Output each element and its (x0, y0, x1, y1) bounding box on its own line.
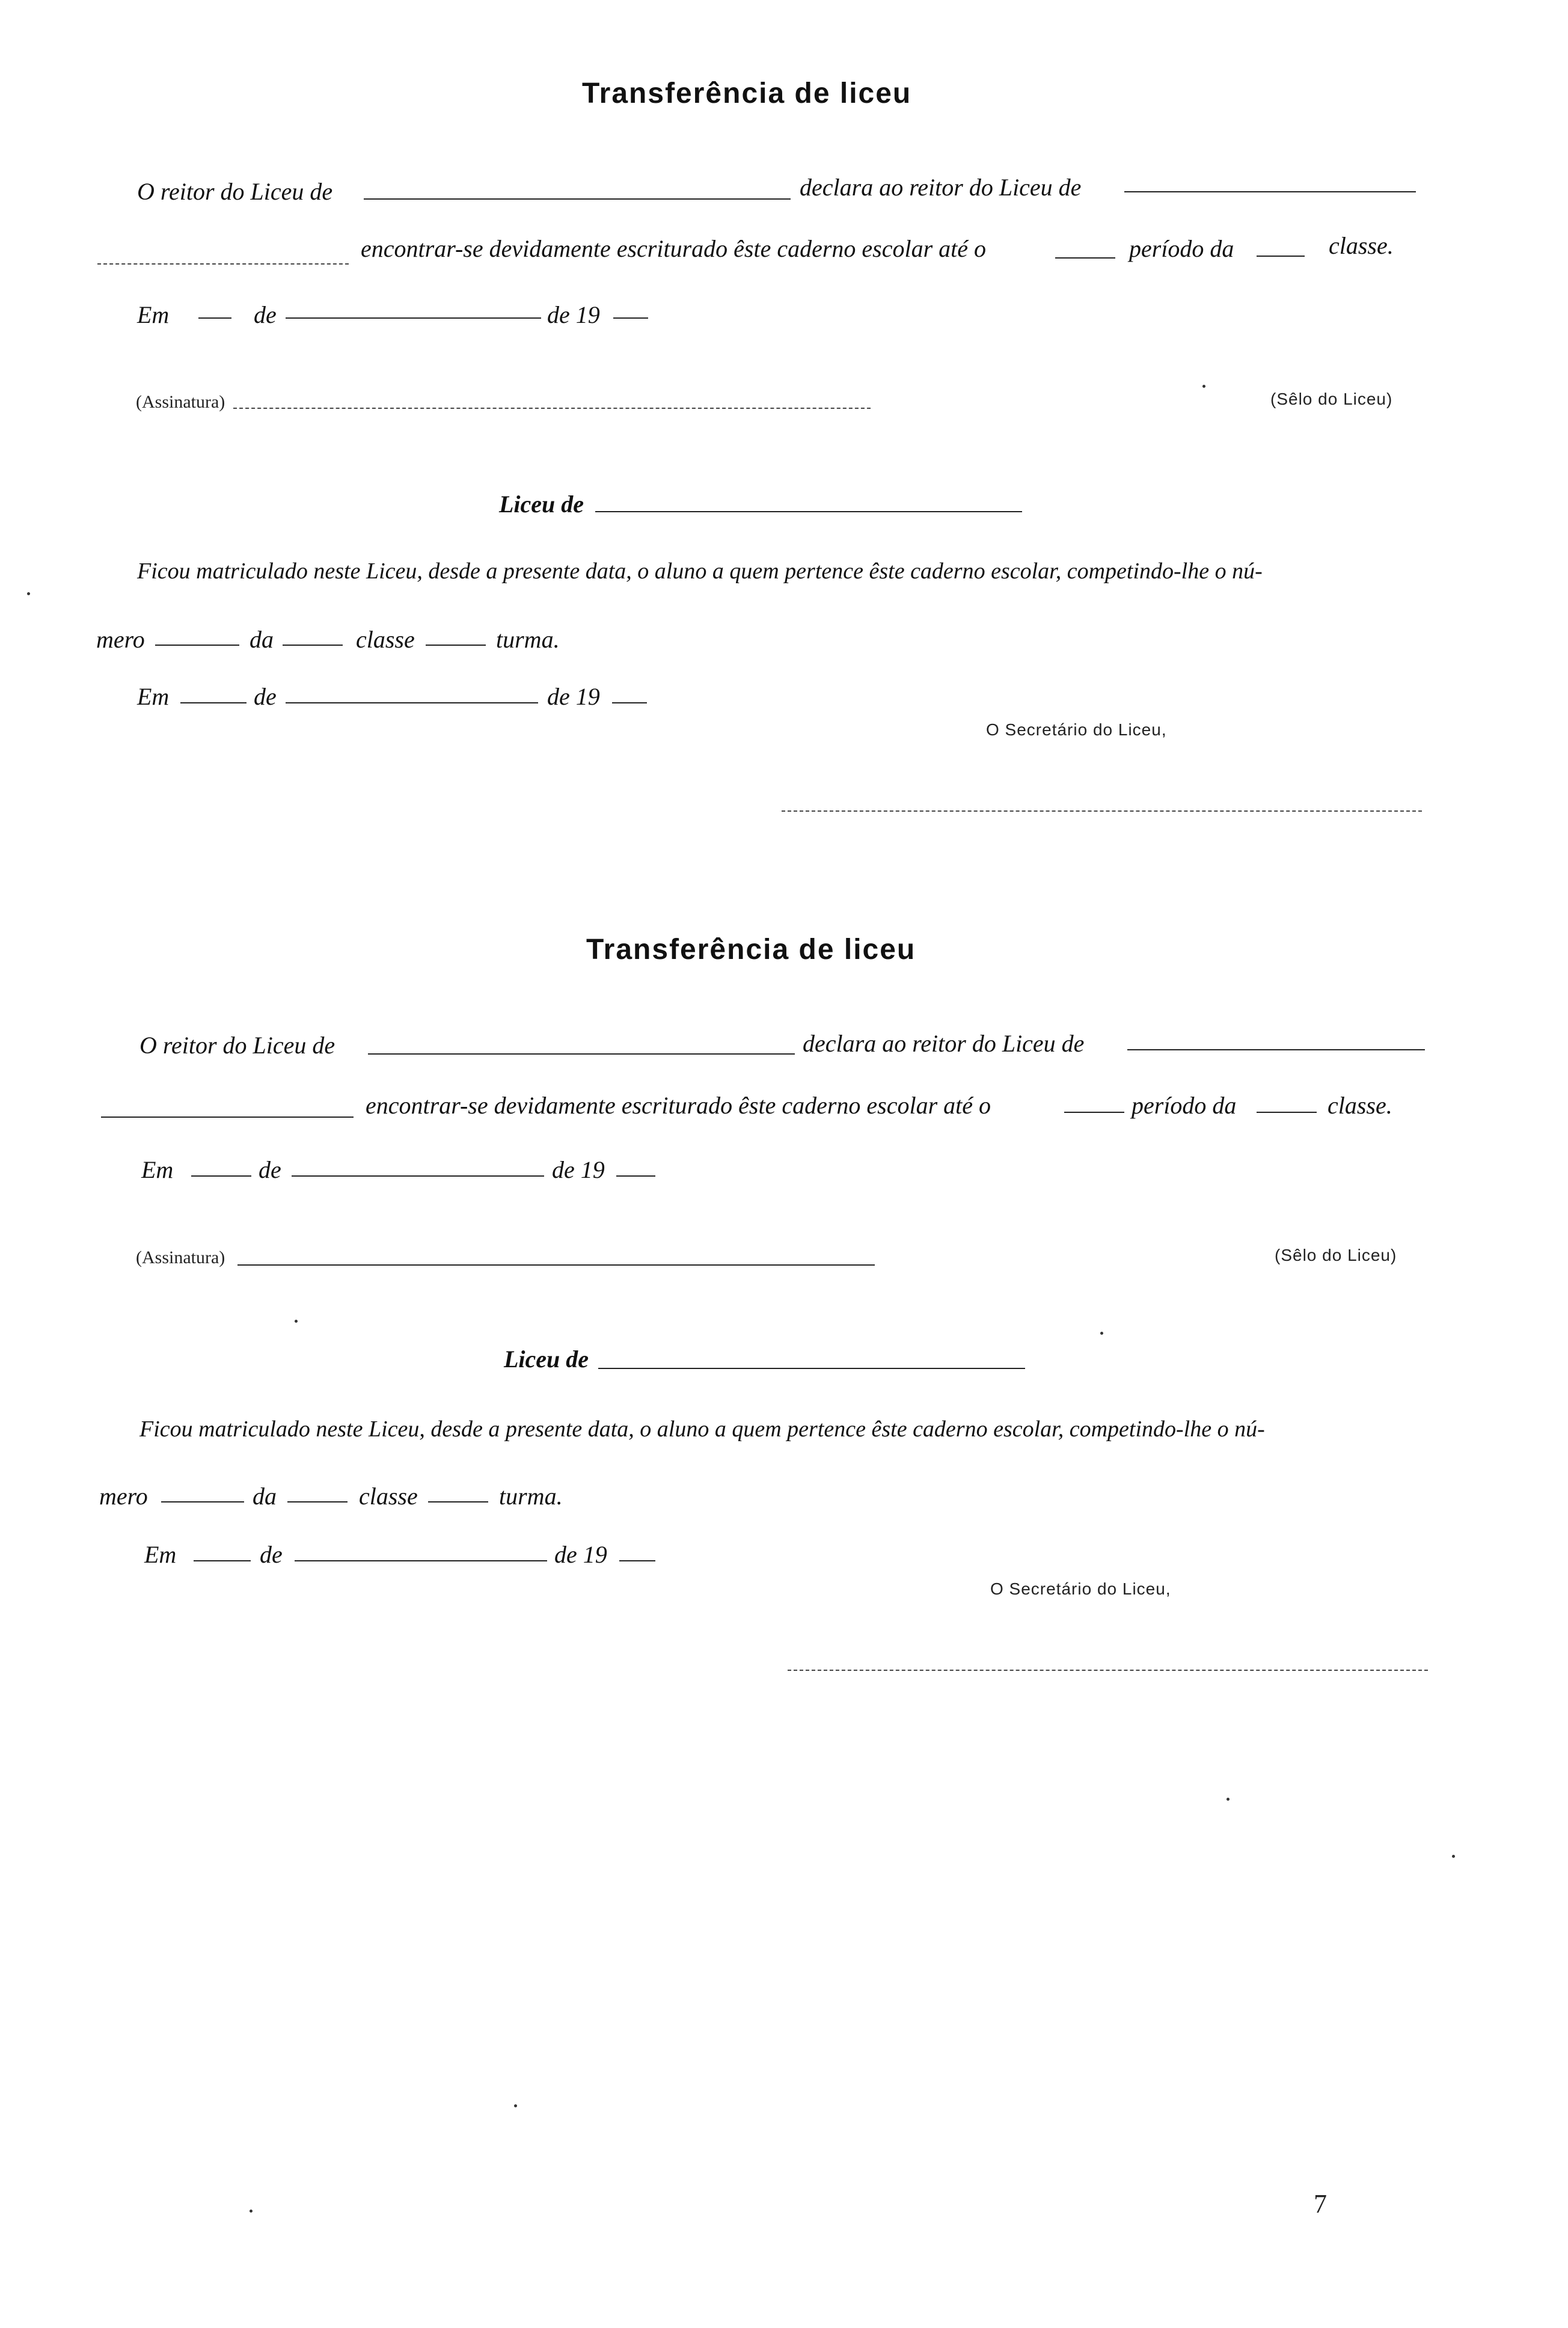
date2-de: de (260, 1541, 283, 1568)
enrollment-turma-field[interactable] (426, 645, 486, 646)
destination-liceu-field[interactable] (1127, 1049, 1425, 1050)
date2-de: de (254, 683, 277, 710)
enrollment-turma: turma. (499, 1483, 563, 1510)
liceu-name-field[interactable] (595, 511, 1022, 512)
date2-year-prefix: de 19 (554, 1541, 607, 1568)
signature-field[interactable] (237, 1264, 875, 1266)
enrollment-classe: classe (359, 1483, 418, 1510)
date-year-field[interactable] (616, 1175, 655, 1177)
declaration-text-declara: declara ao reitor do Liceu de (803, 1030, 1085, 1057)
enrollment-text: Ficou matriculado neste Liceu, desde a presente data, o aluno a quem pertence êste caderno escolar, competindo-lhe o nú- (139, 1417, 1265, 1442)
date2-month-field[interactable] (295, 1560, 547, 1561)
enrollment-classe: classe (356, 626, 415, 653)
destination-liceu-field-continued[interactable] (97, 263, 349, 265)
date2-day-field[interactable] (180, 702, 247, 703)
declaration-text-reitor: O reitor do Liceu de (137, 178, 333, 205)
date-day-field[interactable] (198, 317, 231, 319)
enrollment-da: da (253, 1483, 277, 1510)
scan-speck (1227, 1798, 1230, 1801)
section-title: Transferência de liceu (582, 78, 912, 109)
date2-em: Em (144, 1541, 177, 1568)
enrollment-class-field[interactable] (287, 1501, 348, 1502)
date-day-field[interactable] (191, 1175, 251, 1177)
scan-speck (295, 1320, 298, 1323)
liceu-name-field[interactable] (598, 1368, 1025, 1369)
date2-year-field[interactable] (619, 1560, 655, 1561)
destination-liceu-field[interactable] (1124, 191, 1416, 192)
enrollment-class-field[interactable] (283, 645, 343, 646)
declaration-text-classe: classe. (1328, 1092, 1392, 1119)
secretary-signature-field[interactable] (788, 1670, 1428, 1671)
section-title: Transferência de liceu (586, 934, 916, 966)
class-field[interactable] (1257, 1112, 1317, 1113)
date-month-field[interactable] (292, 1175, 544, 1177)
declaration-text-reitor: O reitor do Liceu de (139, 1032, 335, 1059)
declaration-text-periodo: período da (1132, 1092, 1237, 1119)
signature-field[interactable] (233, 408, 871, 409)
scan-speck (514, 2104, 517, 2107)
date-de: de (259, 1156, 281, 1183)
enrollment-numero: mero (99, 1483, 148, 1510)
class-field[interactable] (1257, 256, 1305, 257)
origin-liceu-field[interactable] (364, 198, 791, 200)
destination-liceu-field-continued[interactable] (101, 1117, 354, 1118)
declaration-text-classe: classe. (1329, 232, 1394, 259)
liceu-heading: Liceu de (499, 491, 584, 518)
enrollment-numero: mero (96, 626, 145, 653)
secretary-label: O Secretário do Liceu, (990, 1579, 1171, 1598)
date2-year-prefix: de 19 (547, 683, 600, 710)
liceu-heading: Liceu de (504, 1346, 589, 1373)
period-field[interactable] (1064, 1112, 1124, 1113)
date-year-field[interactable] (613, 317, 648, 319)
period-field[interactable] (1055, 257, 1115, 259)
signature-label: (Assinatura) (136, 1248, 225, 1267)
enrollment-text: Ficou matriculado neste Liceu, desde a presente data, o aluno a quem pertence êste caderno escolar, competindo-lhe o nú- (137, 559, 1263, 584)
date-month-field[interactable] (286, 317, 541, 319)
signature-label: (Assinatura) (136, 392, 225, 412)
declaration-text-escriturado: encontrar-se devidamente escriturado êste caderno escolar até o (361, 235, 987, 262)
student-number-field[interactable] (155, 645, 239, 646)
date-year-prefix: de 19 (547, 301, 600, 328)
date2-day-field[interactable] (194, 1560, 251, 1561)
enrollment-turma-field[interactable] (428, 1501, 488, 1502)
enrollment-turma: turma. (496, 626, 560, 653)
date-year-prefix: de 19 (552, 1156, 605, 1183)
scan-speck (27, 592, 30, 595)
date2-month-field[interactable] (286, 702, 538, 703)
enrollment-da: da (250, 626, 274, 653)
date2-em: Em (137, 683, 170, 710)
date-em: Em (137, 301, 170, 328)
date2-year-field[interactable] (612, 702, 647, 703)
declaration-text-declara: declara ao reitor do Liceu de (800, 174, 1082, 201)
secretary-label: O Secretário do Liceu, (986, 720, 1167, 739)
scan-speck (1202, 385, 1205, 388)
page-number: 7 (1314, 2189, 1327, 2219)
seal-label: (Sêlo do Liceu) (1270, 390, 1393, 408)
date-em: Em (141, 1156, 174, 1183)
scan-speck (1452, 1855, 1455, 1858)
secretary-signature-field[interactable] (782, 810, 1422, 812)
date-de: de (254, 301, 277, 328)
origin-liceu-field[interactable] (368, 1053, 795, 1055)
scan-speck (250, 2210, 253, 2213)
declaration-text-escriturado: encontrar-se devidamente escriturado êste caderno escolar até o (366, 1092, 991, 1119)
scan-speck (1100, 1332, 1103, 1335)
student-number-field[interactable] (161, 1501, 244, 1502)
declaration-text-periodo: período da (1129, 235, 1234, 262)
seal-label: (Sêlo do Liceu) (1275, 1246, 1397, 1264)
